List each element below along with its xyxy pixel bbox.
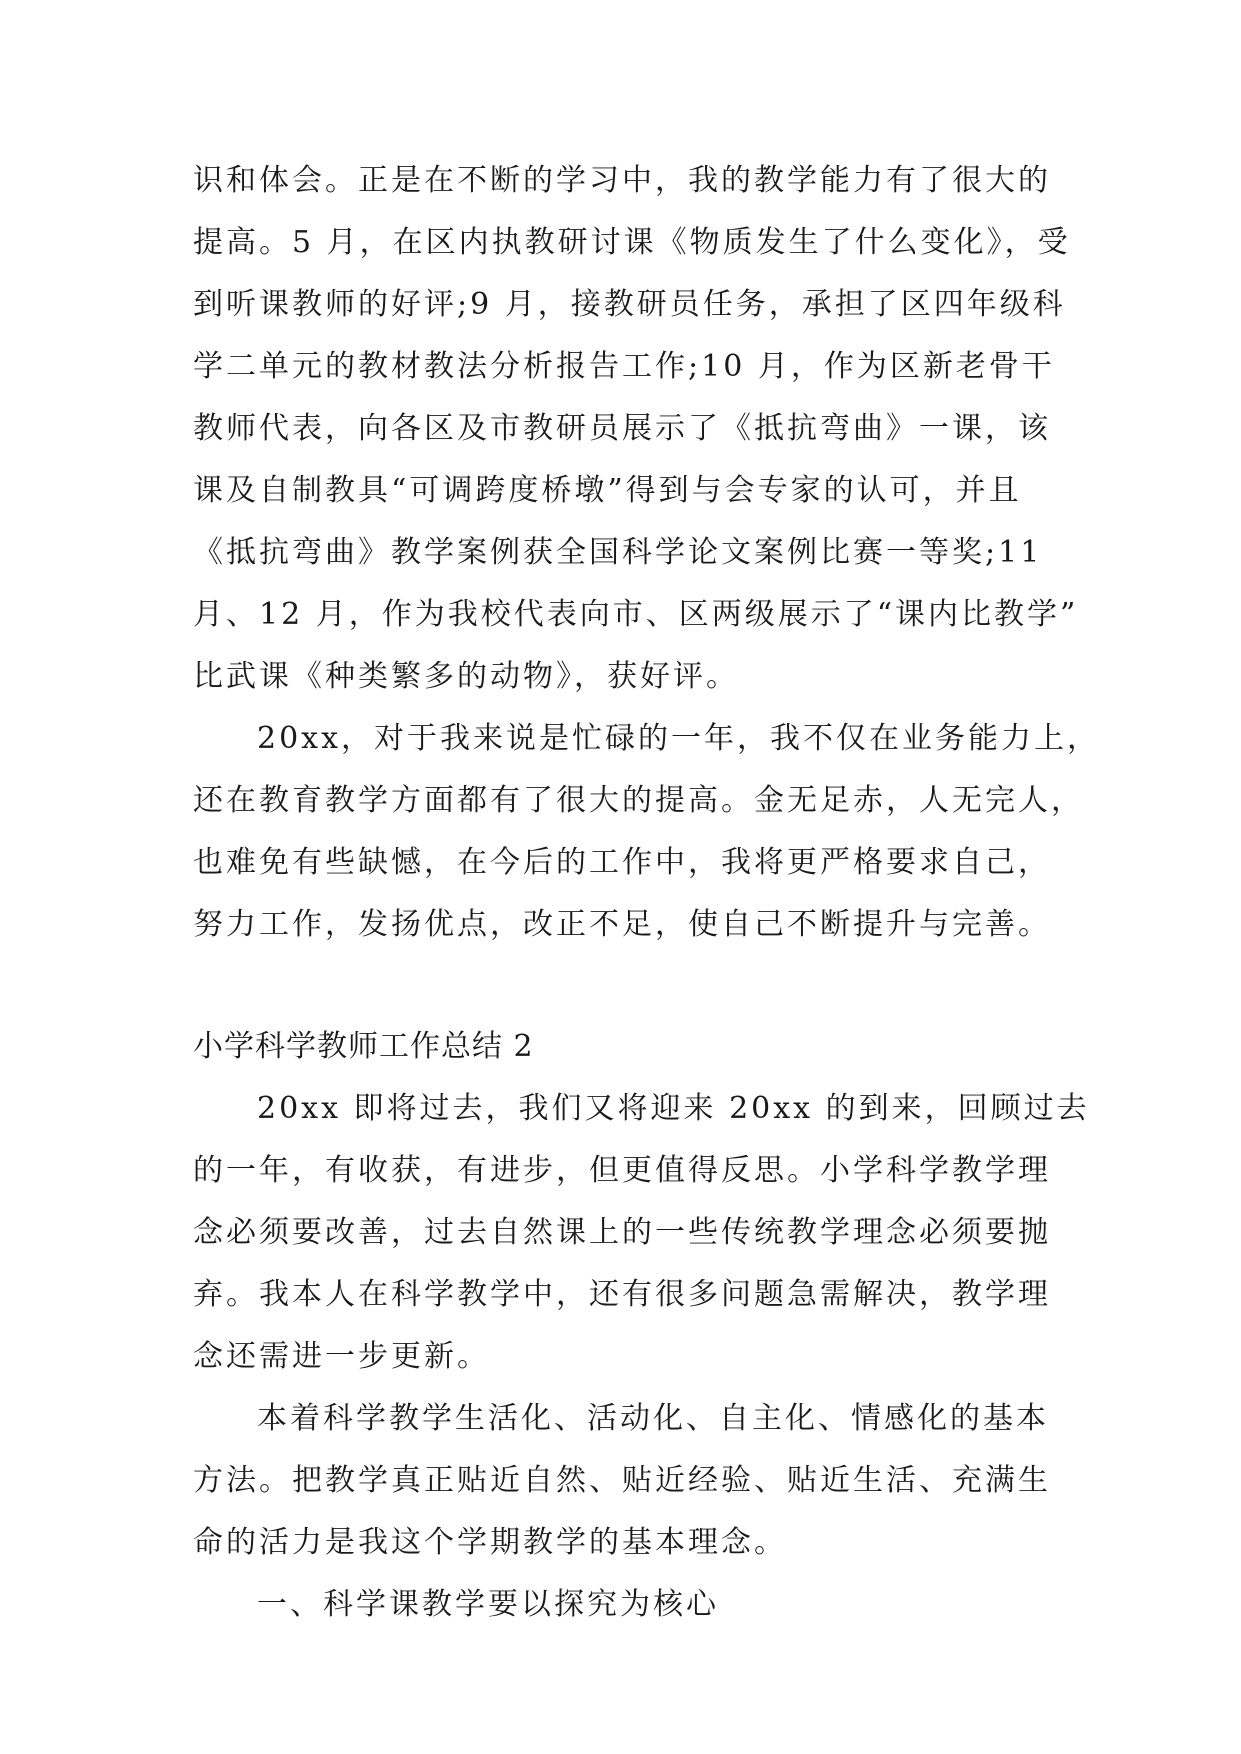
section-title xyxy=(193,1016,1053,1078)
paragraph-review xyxy=(193,1078,1090,1388)
paragraph-philosophy xyxy=(193,1388,1053,1574)
section-spacer xyxy=(193,956,1053,1016)
text-line: 努力工作，发扬优点，改正不足，使自己不断提升与完善。 xyxy=(193,907,1051,942)
text-line: 20xx 即将过去，我们又将迎来 20xx 的到来，回顾过去 xyxy=(257,1091,1090,1126)
paragraph-summary xyxy=(193,708,1101,956)
text-line: 命的活力是我这个学期教学的基本理念。 xyxy=(193,1525,787,1560)
text-line: 的一年，有收获，有进步，但更值得反思。小学科学教学理 xyxy=(193,1153,1051,1188)
text-line: 念必须要改善，过去自然课上的一些传统教学理念必须要抛 xyxy=(193,1215,1051,1250)
text-line: 提高。5 月，在区内执教研讨课《物质发生了什么变化》，受 xyxy=(193,225,1071,260)
paragraph-achievements xyxy=(193,150,1079,708)
text-line: 方法。把教学真正贴近自然、贴近经验、贴近生活、充满生 xyxy=(193,1463,1051,1498)
subheading xyxy=(193,1574,1053,1636)
text-line: 念还需进一步更新。 xyxy=(193,1339,490,1374)
section-title-text: 小学科学教师工作总结 2 xyxy=(193,1029,534,1064)
text-line: 识和体会。正是在不断的学习中，我的教学能力有了很大的 xyxy=(193,163,1051,198)
text-line: 本着科学教学生活化、活动化、自主化、情感化的基本 xyxy=(257,1401,1049,1436)
text-line: 比武课《种类繁多的动物》，获好评。 xyxy=(193,659,739,694)
text-line: 课及自制教具“可调跨度桥墩”得到与会专家的认可，并且 xyxy=(193,473,1022,508)
text-line: 到听课教师的好评;9 月，接教研员任务，承担了区四年级科 xyxy=(193,287,1066,322)
text-line: 月、12 月，作为我校代表向市、区两级展示了“课内比教学” xyxy=(193,597,1079,632)
text-line: 还在教育教学方面都有了很大的提高。金无足赤，人无完人， xyxy=(193,783,1084,818)
text-line: 学二单元的教材教法分析报告工作;10 月，作为区新老骨干 xyxy=(193,349,1055,384)
text-line: 教师代表，向各区及市教研员展示了《抵抗弯曲》一课，该 xyxy=(193,411,1051,446)
text-line: 《抵抗弯曲》教学案例获全国科学论文案例比赛一等奖;11 xyxy=(193,535,1043,570)
text-line: 20xx，对于我来说是忙碌的一年，我不仅在业务能力上， xyxy=(257,721,1101,756)
text-line: 弃。我本人在科学教学中，还有很多问题急需解决，教学理 xyxy=(193,1277,1051,1312)
document-page xyxy=(193,150,1101,1636)
subheading-text: 一、科学课教学要以探究为核心 xyxy=(257,1587,719,1622)
text-line: 也难免有些缺憾，在今后的工作中，我将更严格要求自己， xyxy=(193,845,1051,880)
